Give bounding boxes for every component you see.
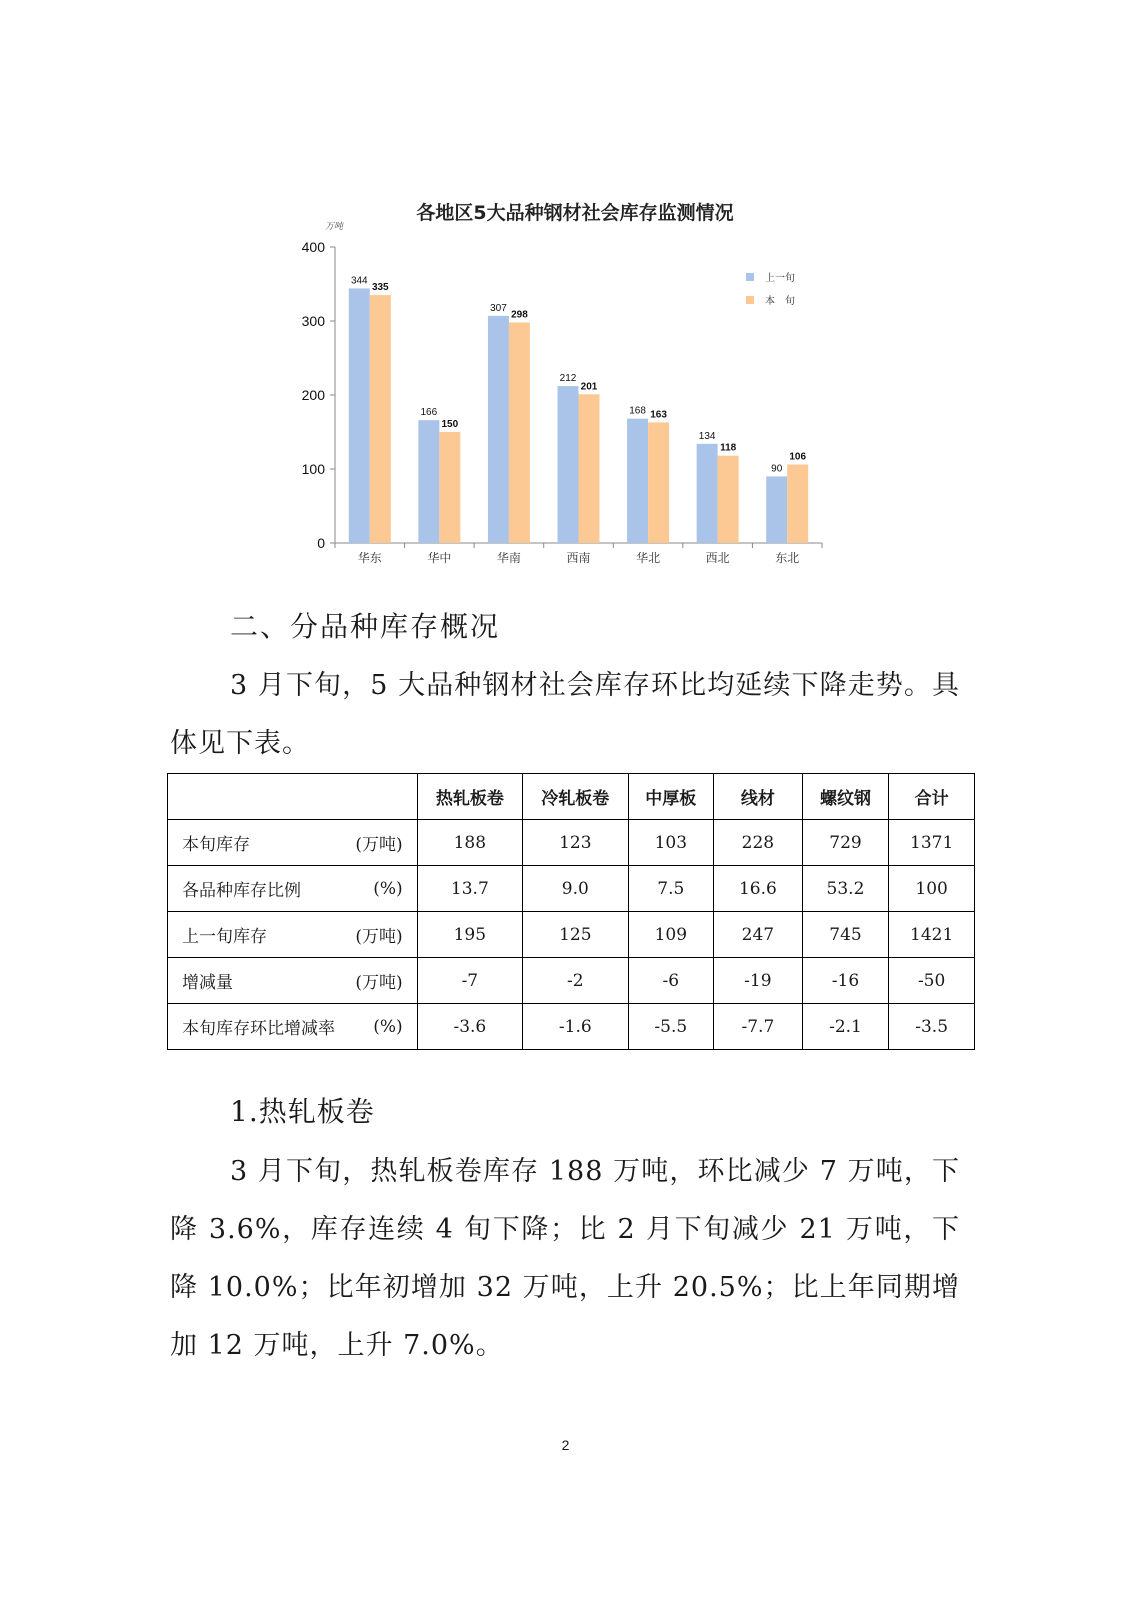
header-blank xyxy=(168,774,418,820)
x-tick-label: 东北 xyxy=(775,551,800,565)
row-unit: (万吨) xyxy=(355,835,403,855)
inventory-table xyxy=(167,773,975,1050)
table-cell: -7 xyxy=(417,958,522,1004)
header-medium-plate: 中厚板 xyxy=(628,774,714,820)
legend-label: 本 旬 xyxy=(765,296,795,307)
table-row xyxy=(168,958,975,1004)
row-label-wrap xyxy=(182,922,403,947)
row-label-cell xyxy=(168,866,418,912)
y-unit-label: 万吨 xyxy=(325,222,344,232)
data-label-series-1: 150 xyxy=(441,419,459,430)
chart-bars xyxy=(349,275,808,543)
x-tick-label: 华东 xyxy=(357,551,382,565)
table-row xyxy=(168,866,975,912)
y-tick-label: 0 xyxy=(317,535,325,551)
row-label-wrap xyxy=(182,1014,403,1039)
data-label-series-1: 163 xyxy=(650,409,667,421)
table-cell: -16 xyxy=(802,958,889,1004)
table-cell: -50 xyxy=(889,958,975,1004)
table-cell: -2 xyxy=(523,958,628,1004)
table-cell: 228 xyxy=(714,820,803,866)
x-tick-label: 华中 xyxy=(427,551,452,565)
row-unit: (%) xyxy=(373,1016,403,1037)
table-cell: -3.6 xyxy=(417,1004,522,1050)
y-tick-label: 100 xyxy=(301,461,325,477)
data-label-series-1: 106 xyxy=(789,451,807,463)
table-cell: 103 xyxy=(628,820,714,866)
row-label: 增减量 xyxy=(182,973,233,993)
x-tick-label: 西北 xyxy=(705,551,730,565)
table-cell: 13.7 xyxy=(417,866,522,912)
section-title: 二、分品种库存概况 xyxy=(230,610,501,643)
table-cell: -2.1 xyxy=(802,1004,889,1050)
table-cell: 1421 xyxy=(889,912,975,958)
bar-series-1 xyxy=(787,465,808,543)
table-cell: 745 xyxy=(802,912,889,958)
table-cell: 9.0 xyxy=(523,866,628,912)
bar-series-0 xyxy=(488,316,509,543)
table-row xyxy=(168,1004,975,1050)
subsection-title: 1.热轧板卷 xyxy=(230,1095,375,1128)
data-label-series-0: 134 xyxy=(698,430,716,442)
table-cell: -7.7 xyxy=(714,1004,803,1050)
table-cell: -3.5 xyxy=(889,1004,975,1050)
y-tick-label: 400 xyxy=(301,239,325,255)
table-cell: 195 xyxy=(417,912,522,958)
table-cell: 16.6 xyxy=(714,866,803,912)
data-label-series-1: 118 xyxy=(720,442,737,454)
bar-series-1 xyxy=(370,295,391,543)
data-label-series-0: 212 xyxy=(559,373,577,385)
bar-series-0 xyxy=(349,288,370,543)
table-cell: 247 xyxy=(714,912,803,958)
bar-series-1 xyxy=(718,456,739,543)
row-label-wrap xyxy=(182,968,403,993)
legend-swatch xyxy=(746,296,754,304)
hot-rolled-paragraph: 3 月下旬，热轧板卷库存 188 万吨，环比减少 7 万吨，下降 3.6%，库存连续 4 旬下降；比 2 月下旬减少 21 万吨，下降 10.0%；比年初增加 32 万吨，上升 20.5%；比上年同期增加 12 万吨，上升 7.0%。 xyxy=(170,1156,960,1361)
table-cell: 125 xyxy=(523,912,628,958)
data-label-series-1: 335 xyxy=(371,282,389,294)
table-cell: 109 xyxy=(628,912,714,958)
row-label: 本旬库存环比增减率 xyxy=(182,1019,335,1039)
bar-series-0 xyxy=(558,386,579,543)
table-cell: -6 xyxy=(628,958,714,1004)
row-label: 上一旬库存 xyxy=(182,927,267,947)
row-label-cell xyxy=(168,958,418,1004)
page-number: 2 xyxy=(561,1437,570,1453)
intro-paragraph: 3 月下旬，5 大品种钢材社会库存环比均延续下降走势。具体见下表。 xyxy=(170,670,960,759)
row-label: 本旬库存 xyxy=(182,835,250,855)
header-wire-rod: 线材 xyxy=(714,774,803,820)
x-tick-label: 华北 xyxy=(636,551,661,565)
row-unit: (万吨) xyxy=(355,973,403,993)
table-cell: 7.5 xyxy=(628,866,714,912)
data-label-series-1: 298 xyxy=(511,309,528,321)
table-cell: -19 xyxy=(714,958,803,1004)
row-label-cell xyxy=(168,912,418,958)
row-label-wrap xyxy=(182,830,403,855)
chart-svg xyxy=(290,195,835,580)
bar-series-1 xyxy=(439,432,460,543)
data-label-series-0: 168 xyxy=(629,405,646,417)
y-tick-label: 200 xyxy=(301,387,325,403)
header-cold-rolled: 冷轧板卷 xyxy=(523,774,628,820)
data-label-series-0: 344 xyxy=(350,275,368,287)
bar-series-1 xyxy=(579,394,600,543)
table-row xyxy=(168,820,975,866)
header-hot-rolled: 热轧板卷 xyxy=(417,774,522,820)
row-label-cell xyxy=(168,1004,418,1050)
legend-swatch xyxy=(746,273,754,281)
table-row xyxy=(168,912,975,958)
inventory-bar-chart xyxy=(290,195,835,580)
row-unit: (%) xyxy=(373,878,403,899)
row-label-cell xyxy=(168,820,418,866)
chart-legend xyxy=(746,271,795,307)
chart-title: 各地区5大品种钢材社会库存监测情况 xyxy=(416,202,734,224)
table-cell: 53.2 xyxy=(802,866,889,912)
data-label-series-1: 201 xyxy=(580,381,598,393)
bar-series-0 xyxy=(627,419,648,543)
row-label: 各品种库存比例 xyxy=(182,881,301,901)
row-label-wrap xyxy=(182,876,403,901)
table-cell: 123 xyxy=(523,820,628,866)
x-tick-label: 西南 xyxy=(566,551,591,565)
table-cell: -1.6 xyxy=(523,1004,628,1050)
legend-label: 上一旬 xyxy=(765,273,795,284)
table-cell: 729 xyxy=(802,820,889,866)
table-header-row xyxy=(168,774,975,820)
table-cell: 188 xyxy=(417,820,522,866)
data-label-series-0: 90 xyxy=(771,463,783,475)
header-rebar: 螺纹钢 xyxy=(802,774,889,820)
bar-series-1 xyxy=(648,422,669,543)
table-cell: -5.5 xyxy=(628,1004,714,1050)
bar-series-0 xyxy=(697,444,718,543)
row-unit: (万吨) xyxy=(355,927,403,947)
x-tick-label: 华南 xyxy=(496,551,521,565)
data-label-series-0: 166 xyxy=(420,407,438,419)
table-cell: 1371 xyxy=(889,820,975,866)
bar-series-0 xyxy=(766,476,787,543)
bar-series-1 xyxy=(509,322,530,543)
table-cell: 100 xyxy=(889,866,975,912)
bar-series-0 xyxy=(418,420,439,543)
header-total: 合计 xyxy=(889,774,975,820)
data-label-series-0: 307 xyxy=(490,302,507,314)
y-tick-label: 300 xyxy=(301,313,325,329)
